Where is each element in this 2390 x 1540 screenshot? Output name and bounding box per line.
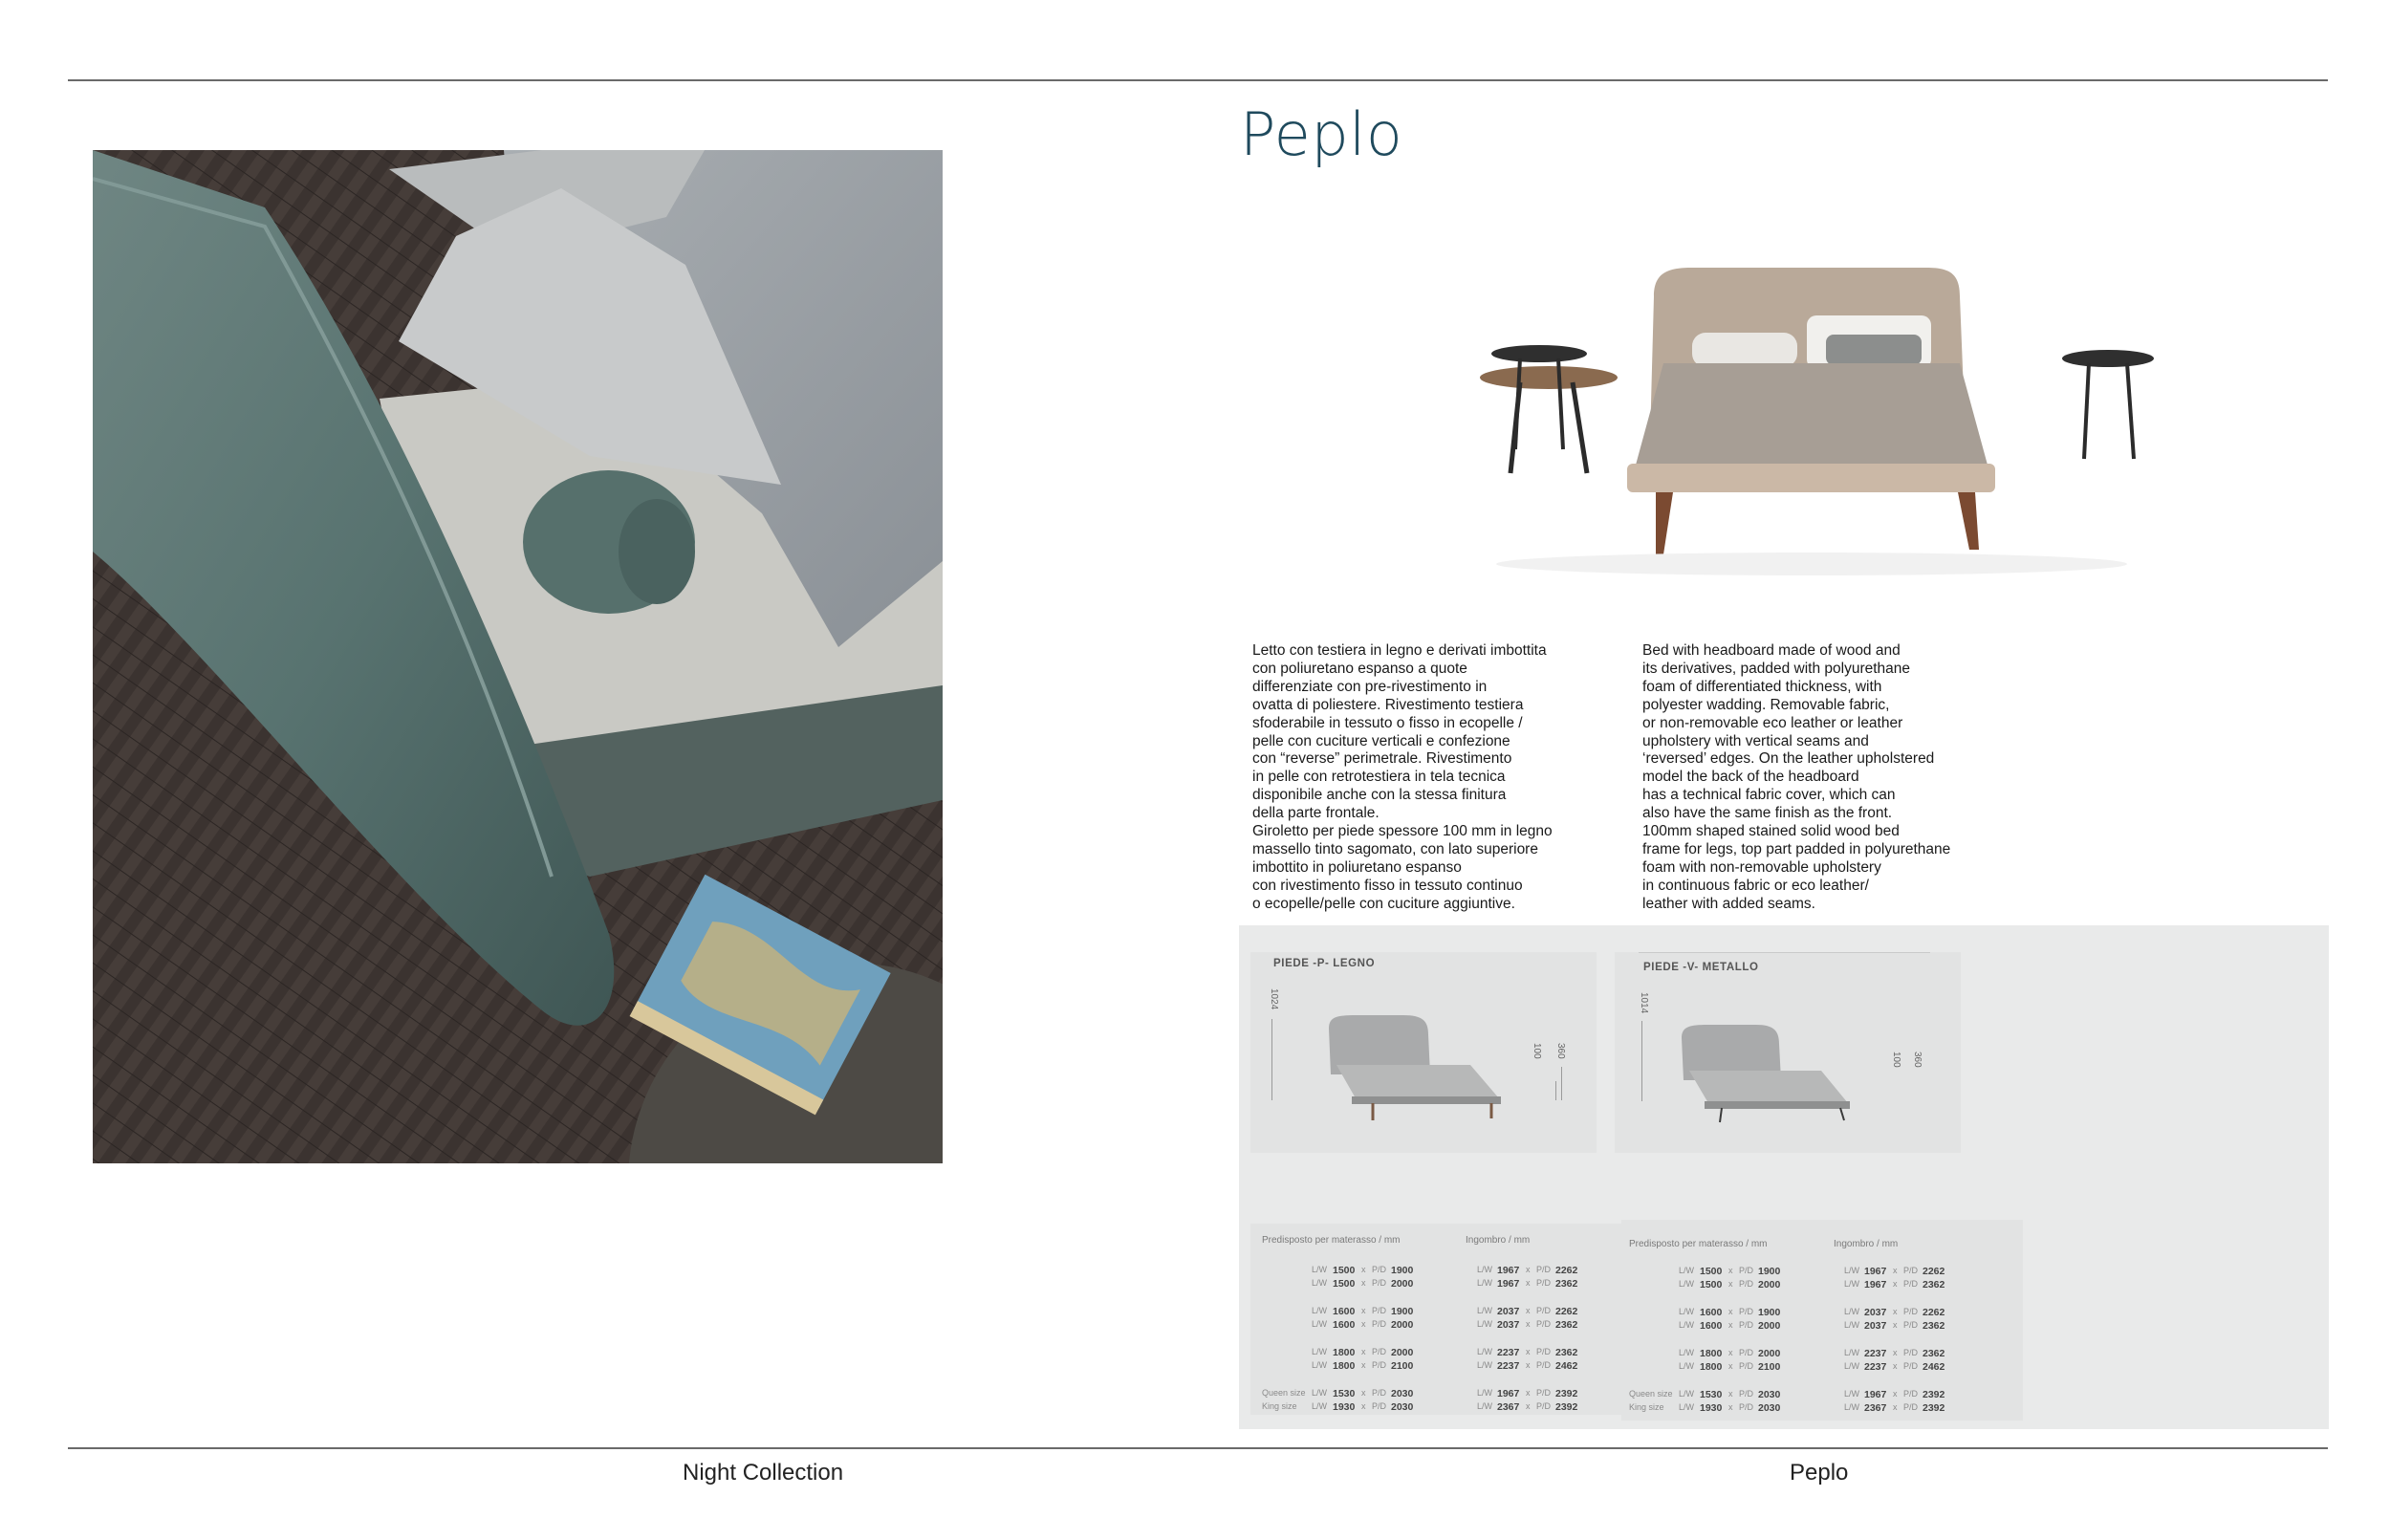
mattress-width: 1930 [1700,1402,1723,1414]
times: x [1728,1279,1733,1289]
pd-label: P/D [1372,1360,1387,1370]
height-dimension: 1024 [1269,988,1279,1010]
times: x [1728,1402,1733,1412]
lw-label: L/W [1477,1388,1493,1398]
mattress-depth: 2100 [1391,1360,1414,1372]
leg-line [1555,1081,1556,1100]
mattress-depth: 1900 [1391,1306,1414,1317]
footer-product: Peplo [1790,1460,1849,1486]
times: x [1728,1348,1733,1357]
overall-depth: 2362 [1555,1278,1578,1290]
overall-width: 2037 [1497,1319,1520,1331]
mattress-width: 1600 [1700,1320,1723,1332]
lw-label: L/W [1844,1389,1860,1399]
pd-label: P/D [1372,1265,1387,1274]
size-tag: King size [1629,1402,1664,1412]
pd-label: P/D [1372,1401,1387,1411]
mattress-width: 1930 [1333,1401,1356,1413]
mattress-depth: 2000 [1758,1348,1781,1359]
times: x [1893,1402,1898,1412]
times: x [1728,1320,1733,1330]
base-dimension: 360 [1555,1043,1566,1059]
overall-width: 1967 [1497,1278,1520,1290]
times: x [1526,1306,1531,1315]
version-card-wood [1250,952,1597,1153]
pd-label: P/D [1372,1319,1387,1329]
lw-label: L/W [1312,1347,1328,1356]
pd-label: P/D [1536,1278,1552,1288]
height-line [1271,1019,1272,1100]
mattress-depth: 2000 [1391,1278,1414,1290]
mattress-depth: 2030 [1758,1389,1781,1400]
mattress-width: 1500 [1700,1279,1723,1291]
overall-depth: 2392 [1555,1388,1578,1399]
leg-dimension: 100 [1891,1052,1901,1068]
pd-label: P/D [1536,1360,1552,1370]
lw-label: L/W [1477,1347,1493,1356]
mattress-depth: 1900 [1758,1266,1781,1277]
mattress-width: 1800 [1333,1347,1356,1358]
overall-depth: 2362 [1923,1279,1945,1291]
pd-label: P/D [1903,1348,1919,1357]
mattress-depth: 2000 [1758,1279,1781,1291]
mattress-width: 1600 [1333,1306,1356,1317]
description-italian: Letto con testiera in legno e derivati imbottita con poliuretano espanso a quote differenziate con pre-rivestimento in ovatta di poliestere. Rivestimento testiera sfoderabile in tessuto o fisso in ecopelle / pelle con cuciture verticali e confezione con “reverse” perimetrale. Rivestimento in pelle con retrotestiera in tela tecnica disponibile anche con la stessa finitura della parte frontale. Giroletto per piede spessore 100 mm in legno massello tinto sagomato, con lato superiore imbottito in poliuretano espanso con rivestimento fisso in tessuto continuo o ecopelle/pelle con cuciture aggiuntive. [1252,642,1553,912]
mattress-width: 1800 [1700,1361,1723,1373]
mattress-depth: 2030 [1758,1402,1781,1414]
mattress-width: 1600 [1333,1319,1356,1331]
overall-width: 2037 [1864,1307,1887,1318]
overall-width: 1967 [1864,1389,1887,1400]
overall-depth: 2262 [1555,1306,1578,1317]
overall-width: 2037 [1864,1320,1887,1332]
lw-label: L/W [1844,1266,1860,1275]
pd-label: P/D [1903,1361,1919,1371]
lw-label: L/W [1844,1361,1860,1371]
lw-label: L/W [1477,1306,1493,1315]
size-tag: Queen size [1629,1389,1673,1399]
pd-label: P/D [1536,1265,1552,1274]
times: x [1361,1360,1366,1370]
overall-depth: 2262 [1923,1307,1945,1318]
times: x [1361,1388,1366,1398]
base-line [1561,1067,1562,1100]
lw-label: L/W [1477,1278,1493,1288]
overall-depth: 2362 [1555,1319,1578,1331]
lw-label: L/W [1679,1279,1695,1289]
pd-label: P/D [1903,1279,1919,1289]
pd-label: P/D [1739,1279,1754,1289]
times: x [1526,1360,1531,1370]
base-dimension: 360 [1912,1052,1923,1068]
pd-label: P/D [1739,1402,1754,1412]
pd-label: P/D [1739,1320,1754,1330]
times: x [1893,1361,1898,1371]
mattress-width: 1500 [1333,1265,1356,1276]
lw-label: L/W [1844,1348,1860,1357]
times: x [1361,1265,1366,1274]
lw-label: L/W [1312,1360,1328,1370]
mattress-width: 1800 [1700,1348,1723,1359]
pd-label: P/D [1903,1402,1919,1412]
lw-label: L/W [1312,1265,1328,1274]
mattress-width: 1500 [1700,1266,1723,1277]
overall-width: 2237 [1497,1347,1520,1358]
lw-label: L/W [1679,1348,1695,1357]
times: x [1526,1388,1531,1398]
mattress-header: Predisposto per materasso / mm [1629,1239,1768,1249]
overall-depth: 2262 [1923,1266,1945,1277]
lw-label: L/W [1679,1266,1695,1275]
overall-width: 1967 [1497,1265,1520,1276]
times: x [1728,1389,1733,1399]
lw-label: L/W [1477,1360,1493,1370]
lw-label: L/W [1679,1307,1695,1316]
pd-label: P/D [1739,1348,1754,1357]
overall-depth: 2462 [1923,1361,1945,1373]
times: x [1361,1347,1366,1356]
pd-label: P/D [1739,1266,1754,1275]
times: x [1526,1347,1531,1356]
mattress-width: 1530 [1333,1388,1356,1399]
mattress-depth: 2000 [1758,1320,1781,1332]
page-title: Peplo [1240,99,1403,169]
pd-label: P/D [1372,1388,1387,1398]
overall-width: 2237 [1497,1360,1520,1372]
size-table-metal [1621,1220,2023,1421]
lw-label: L/W [1312,1306,1328,1315]
top-rule [68,79,2328,81]
height-dimension: 1014 [1639,992,1649,1014]
mattress-depth: 2030 [1391,1401,1414,1413]
pd-label: P/D [1739,1307,1754,1316]
pd-label: P/D [1739,1389,1754,1399]
overall-header: Ingombro / mm [1466,1235,1531,1246]
size-tag: Queen size [1262,1388,1306,1398]
times: x [1361,1278,1366,1288]
times: x [1361,1319,1366,1329]
version-card-metal [1615,952,1961,1153]
lw-label: L/W [1477,1401,1493,1411]
lw-label: L/W [1679,1402,1695,1412]
mattress-header: Predisposto per materasso / mm [1262,1235,1401,1246]
times: x [1728,1361,1733,1371]
times: x [1893,1266,1898,1275]
pd-label: P/D [1903,1307,1919,1316]
mattress-depth: 2100 [1758,1361,1781,1373]
overall-depth: 2362 [1555,1347,1578,1358]
mattress-width: 1800 [1333,1360,1356,1372]
card-top-line [1639,952,1930,953]
bed-product-image [1405,220,2218,602]
overall-width: 2237 [1864,1348,1887,1359]
pd-label: P/D [1372,1278,1387,1288]
pd-label: P/D [1903,1389,1919,1399]
lw-label: L/W [1477,1319,1493,1329]
times: x [1893,1320,1898,1330]
times: x [1526,1319,1531,1329]
mattress-depth: 2030 [1391,1388,1414,1399]
lw-label: L/W [1679,1320,1695,1330]
mattress-width: 1600 [1700,1307,1723,1318]
leg-dimension: 100 [1532,1043,1542,1059]
pd-label: P/D [1372,1306,1387,1315]
pd-label: P/D [1903,1320,1919,1330]
times: x [1893,1307,1898,1316]
overall-width: 1967 [1864,1279,1887,1291]
size-table-wood [1250,1224,1652,1415]
version-label: PIEDE -V- METALLO [1643,962,1759,973]
mattress-depth: 2000 [1391,1347,1414,1358]
overall-depth: 2392 [1555,1401,1578,1413]
bottom-rule [68,1447,2328,1449]
lw-label: L/W [1312,1319,1328,1329]
times: x [1361,1306,1366,1315]
overall-depth: 2362 [1923,1320,1945,1332]
mattress-depth: 1900 [1758,1307,1781,1318]
overall-depth: 2392 [1923,1402,1945,1414]
bed-drawing-metal [1672,1019,1863,1124]
times: x [1728,1266,1733,1275]
overall-depth: 2362 [1923,1348,1945,1359]
overall-header: Ingombro / mm [1834,1239,1899,1249]
overall-width: 2367 [1497,1401,1520,1413]
size-tag: King size [1262,1401,1297,1411]
lw-label: L/W [1312,1278,1328,1288]
overall-width: 2037 [1497,1306,1520,1317]
overall-depth: 2392 [1923,1389,1945,1400]
lw-label: L/W [1844,1320,1860,1330]
mattress-depth: 1900 [1391,1265,1414,1276]
pd-label: P/D [1536,1347,1552,1356]
pd-label: P/D [1372,1347,1387,1356]
lw-label: L/W [1679,1389,1695,1399]
times: x [1893,1348,1898,1357]
lifestyle-photo [93,150,943,1163]
lw-label: L/W [1844,1307,1860,1316]
overall-depth: 2462 [1555,1360,1578,1372]
times: x [1893,1279,1898,1289]
pd-label: P/D [1739,1361,1754,1371]
times: x [1893,1389,1898,1399]
overall-width: 1967 [1497,1388,1520,1399]
mattress-width: 1500 [1333,1278,1356,1290]
overall-depth: 2262 [1555,1265,1578,1276]
times: x [1361,1401,1366,1411]
footer-collection: Night Collection [683,1460,844,1486]
times: x [1526,1401,1531,1411]
pd-label: P/D [1536,1319,1552,1329]
description-english: Bed with headboard made of wood and its derivatives, padded with polyurethane foam of differentiated thickness, with polyester wadding. Removable fabric, or non-removable eco leather or leather upholstery with vertical seams and ‘reversed’ edges. On the leather upholstered model the back of the headboard has a technical fabric cover, which can also have the same finish as the front. 100mm shaped stained solid wood bed frame for legs, top part padded in polyurethane foam with non-removable upholstery in continuous fabric or eco leather/ leather with added seams. [1642,642,1951,912]
times: x [1526,1265,1531,1274]
pd-label: P/D [1536,1388,1552,1398]
times: x [1526,1278,1531,1288]
pd-label: P/D [1536,1401,1552,1411]
lw-label: L/W [1844,1279,1860,1289]
mattress-width: 1530 [1700,1389,1723,1400]
pd-label: P/D [1903,1266,1919,1275]
pd-label: P/D [1536,1306,1552,1315]
times: x [1728,1307,1733,1316]
mattress-depth: 2000 [1391,1319,1414,1331]
version-label: PIEDE -P- LEGNO [1273,958,1376,969]
lw-label: L/W [1679,1361,1695,1371]
overall-width: 2237 [1864,1361,1887,1373]
overall-width: 1967 [1864,1266,1887,1277]
lw-label: L/W [1312,1388,1328,1398]
height-line [1641,1021,1642,1101]
bed-drawing-wood [1317,1008,1509,1122]
overall-width: 2367 [1864,1402,1887,1414]
lw-label: L/W [1312,1401,1328,1411]
lw-label: L/W [1844,1402,1860,1412]
lw-label: L/W [1477,1265,1493,1274]
